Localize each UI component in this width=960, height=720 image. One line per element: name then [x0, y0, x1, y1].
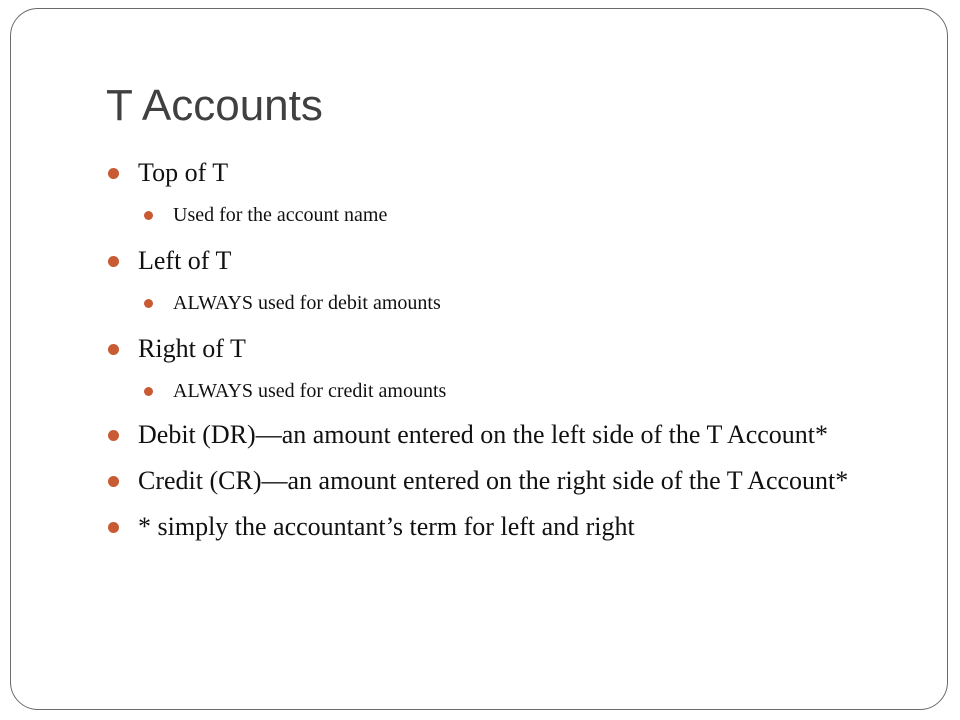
- bullet-dot-icon: [108, 430, 119, 441]
- bullet-text: Left of T: [138, 246, 232, 275]
- bullet-right-of-t: [107, 332, 887, 366]
- sub-bullet-text: ALWAYS used for credit amounts: [173, 380, 447, 402]
- sub-bullet-text: Used for the account name: [173, 204, 388, 226]
- sub-bullet-dot-icon: [144, 299, 153, 308]
- bullet-text: * simply the accountant’s term for left and right: [138, 512, 635, 541]
- sub-bullet-dot-icon: [144, 387, 153, 396]
- sub-bullet-debit-amounts: [107, 290, 887, 316]
- bullet-debit-definition: [107, 418, 887, 452]
- bullet-dot-icon: [108, 168, 119, 179]
- sub-bullet-credit-amounts: [107, 378, 887, 404]
- bullet-text: Top of T: [138, 158, 229, 187]
- bullet-dot-icon: [108, 476, 119, 487]
- slide-title: T Accounts: [106, 81, 323, 130]
- sub-bullet-account-name: [107, 202, 887, 228]
- sub-bullet-dot-icon: [144, 211, 153, 220]
- bullet-list: [107, 156, 887, 544]
- bullet-left-of-t: [107, 244, 887, 278]
- bullet-text: Right of T: [138, 334, 246, 363]
- bullet-top-of-t: [107, 156, 887, 190]
- bullet-text: Credit (CR)—an amount entered on the right side of the T Account*: [138, 466, 849, 495]
- sub-bullet-text: ALWAYS used for debit amounts: [173, 292, 441, 314]
- bullet-accountant-term: [107, 510, 887, 544]
- bullet-text: Debit (DR)—an amount entered on the left side of the T Account*: [138, 420, 829, 449]
- bullet-dot-icon: [108, 256, 119, 267]
- bullet-dot-icon: [108, 522, 119, 533]
- bullet-dot-icon: [108, 344, 119, 355]
- bullet-credit-definition: [107, 464, 887, 498]
